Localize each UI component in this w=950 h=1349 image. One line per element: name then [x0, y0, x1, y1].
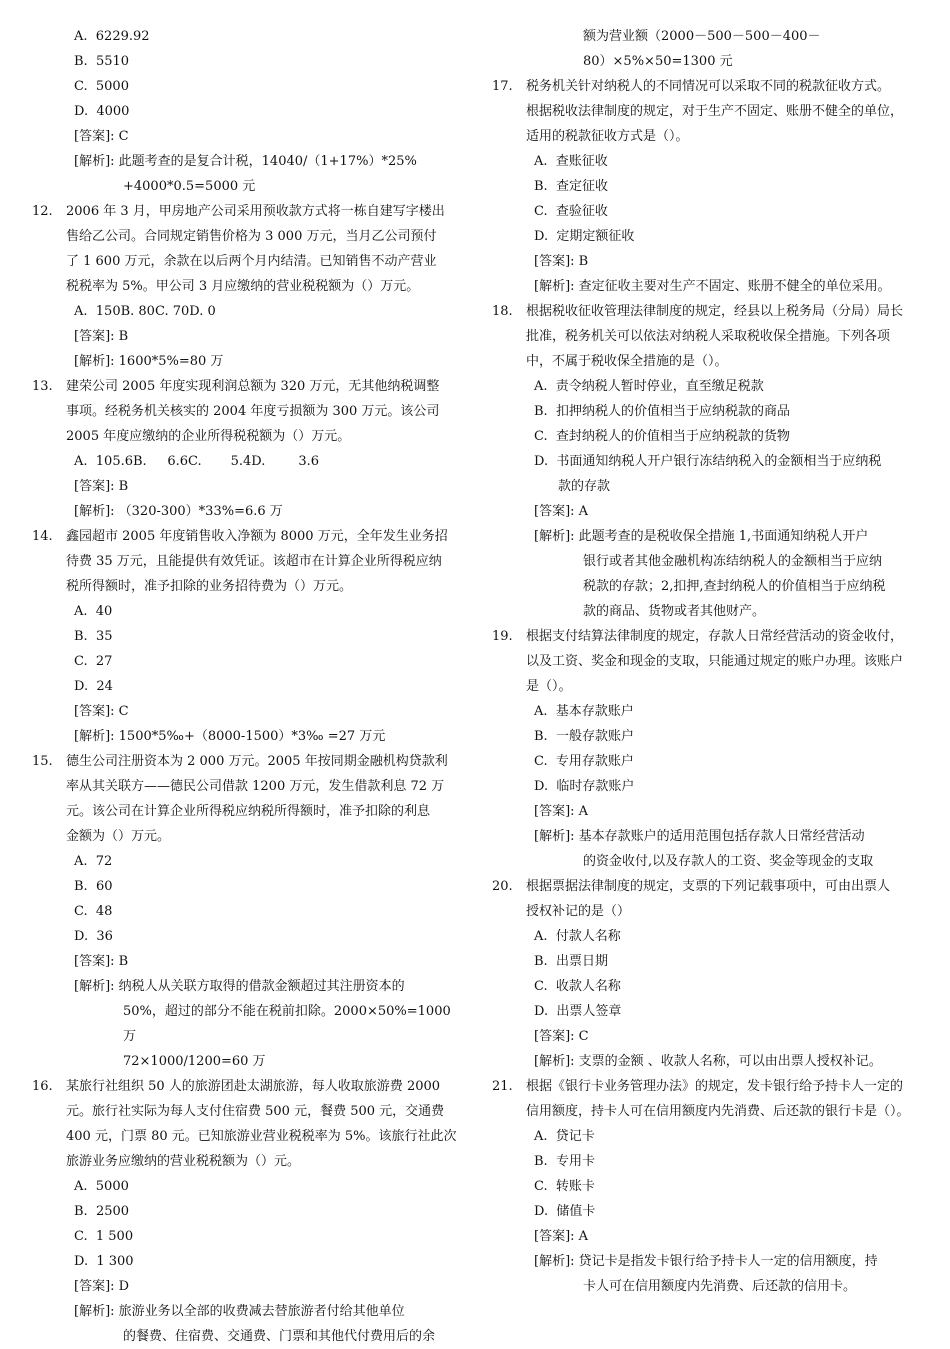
stem-line: 旅游业务应缴纳的营业税税额为（）元。 — [66, 1154, 301, 1169]
analysis-line: 卡人可在信用额度内先消费、后还款的信用卡。 — [583, 1279, 857, 1294]
option-a: A. 责令纳税人暂时停业，直至缴足税款 — [534, 379, 764, 394]
option-a: A. 查账征收 — [534, 154, 608, 169]
analysis-line: +4000*0.5=5000 元 — [123, 179, 256, 194]
stem-line: 根据税收征收管理法律制度的规定，经县以上税务局（分局）局长 — [526, 304, 904, 319]
question-number: 14. — [32, 529, 53, 544]
question-number: 18. — [492, 304, 513, 319]
stem-line: 了 1 600 万元，余款在以后两个月内结清。已知销售不动产营业 — [66, 254, 437, 269]
left-column — [32, 24, 467, 1349]
question-number: 21. — [492, 1079, 513, 1094]
question-16 — [32, 1074, 467, 1349]
option-b: B. 60 — [74, 879, 113, 894]
option-c: C. 1 500 — [74, 1229, 134, 1244]
option-d: D. 定期定额征收 — [534, 229, 635, 244]
stem-line: 金额为（）万元。 — [66, 829, 171, 844]
stem-line: 是（）。 — [526, 679, 572, 694]
question-21 — [492, 1074, 938, 1299]
stem-line: 授权补记的是（） — [526, 904, 631, 919]
answer: [答案]: D — [74, 1279, 130, 1294]
question-number: 19. — [492, 629, 513, 644]
option-a: A. 72 — [74, 854, 113, 869]
answer: [答案]: C — [74, 704, 129, 719]
question-number: 12. — [32, 204, 53, 219]
option-d: D. 36 — [74, 929, 113, 944]
option-a: A. 6229.92 — [74, 29, 150, 44]
answer: [答案]: B — [534, 254, 589, 269]
stem-line: 根据支付结算法律制度的规定，存款人日常经营活动的资金收付， — [526, 629, 904, 644]
question-17 — [492, 74, 938, 299]
analysis-line: [解析]: 此题考查的是税收保全措施 1,书面通知纳税人开户 — [534, 529, 869, 544]
option-a: A. 基本存款账户 — [534, 704, 634, 719]
right-column — [492, 24, 938, 1299]
answer: [答案]: C — [534, 1029, 589, 1044]
stem-line: 2005 年度应缴纳的企业所得税税额为（）万元。 — [66, 429, 351, 444]
stem-line: 元。旅行社实际为每人支付住宿费 500 元，餐费 500 元，交通费 — [66, 1104, 445, 1119]
option-b: B. 查定征收 — [534, 179, 608, 194]
option-c: C. 查验征收 — [534, 204, 608, 219]
question-stem — [526, 74, 938, 149]
stem-line: 某旅行社组织 50 人的旅游团赴太湖旅游，每人收取旅游费 2000 — [66, 1079, 441, 1094]
question-stem — [526, 624, 938, 699]
option-c: C. 27 — [74, 654, 113, 669]
question-20 — [492, 874, 938, 1074]
analysis-line: 的餐费、住宿费、交通费、门票和其他代付费用后的余 — [123, 1329, 436, 1344]
question-stem — [526, 1074, 938, 1124]
question-stem — [66, 374, 467, 449]
option-d: D. 书面通知纳税人开户银行冻结纳税入的金额相当于应纳税 — [534, 454, 882, 469]
question-number: 13. — [32, 379, 53, 394]
stem-line: 建荣公司 2005 年度实现利润总额为 320 万元，无其他纳税调整 — [66, 379, 440, 394]
question-stem — [66, 749, 467, 849]
option-b: B. 扣押纳税人的价值相当于应纳税款的商品 — [534, 404, 790, 419]
question-11-tail — [32, 24, 467, 199]
stem-line: 鑫园超市 2005 年度销售收入净额为 8000 万元，全年发生业务招 — [66, 529, 448, 544]
stem-line: 2006 年 3 月，甲房地产公司采用预收款方式将一栋自建写字楼出 — [66, 204, 445, 219]
answer: [答案]: A — [534, 504, 589, 519]
analysis-line: [解析]: 1600*5%=80 万 — [74, 354, 224, 369]
answer: [答案]: C — [74, 129, 129, 144]
option-d: D. 4000 — [74, 104, 130, 119]
option-b: B. 2500 — [74, 1204, 130, 1219]
stem-line: 事项。经税务机关核实的 2004 年度亏损额为 300 万元。该公司 — [66, 404, 440, 419]
option-d: D. 1 300 — [74, 1254, 134, 1269]
stem-line: 税务机关针对纳税人的不同情况可以采取不同的税款征收方式。 — [526, 79, 891, 94]
question-14 — [32, 524, 467, 749]
answer: [答案]: A — [534, 1229, 589, 1244]
question-number: 16. — [32, 1079, 53, 1094]
analysis-line: [解析]: 基本存款账户的适用范围包括存款人日常经营活动 — [534, 829, 865, 844]
question-number: 15. — [32, 754, 53, 769]
answer: [答案]: B — [74, 479, 129, 494]
option-b: B. 5510 — [74, 54, 130, 69]
options-inline: A. 150B. 80C. 70D. 0 — [74, 304, 216, 319]
stem-line: 元。该公司在计算企业所得税应纳税所得额时，准予扣除的利息 — [66, 804, 431, 819]
stem-line: 根据票据法律制度的规定，支票的下列记载事项中，可由出票人 — [526, 879, 891, 894]
analysis-line: [解析]: 查定征收主要对生产不固定、账册不健全的单位采用。 — [534, 279, 891, 294]
stem-line: 税所得额时，准予扣除的业务招待费为（）万元。 — [66, 579, 353, 594]
question-stem — [526, 299, 938, 374]
option-a: A. 付款人名称 — [534, 929, 621, 944]
analysis-line: 额为营业额（2000－500－500－400－ — [583, 29, 821, 44]
stem-line: 中，不属于税收保全措施的是（）。 — [526, 354, 728, 369]
question-number: 17. — [492, 79, 513, 94]
option-d-continued: 款的存款 — [558, 479, 611, 494]
stem-line: 根据《银行卡业务管理办法》的规定，发卡银行给予持卡人一定的 — [526, 1079, 904, 1094]
analysis-line: [解析]: 此题考查的是复合计税，14040/（1+17%）*25% — [74, 154, 417, 169]
option-a: A. 40 — [74, 604, 113, 619]
analysis-line: [解析]: 贷记卡是指发卡银行给予持卡人一定的信用额度，持 — [534, 1254, 878, 1269]
stem-line: 税税率为 5%。甲公司 3 月应缴纳的营业税税额为（）万元。 — [66, 279, 420, 294]
stem-line: 售给乙公司。合同规定销售价格为 3 000 万元，当月乙公司预付 — [66, 229, 437, 244]
option-a: A. 贷记卡 — [534, 1129, 595, 1144]
option-a: A. 5000 — [74, 1179, 129, 1194]
question-stem — [526, 874, 938, 924]
question-13 — [32, 374, 467, 524]
analysis-line: 银行或者其他金融机构冻结纳税人的金额相当于应纳 — [583, 554, 883, 569]
option-d: D. 临时存款账户 — [534, 779, 635, 794]
stem-line: 批准，税务机关可以依法对纳税人采取税收保全措施。下列各项 — [526, 329, 891, 344]
option-c: C. 48 — [74, 904, 113, 919]
answer: [答案]: B — [74, 954, 129, 969]
option-c: C. 5000 — [74, 79, 129, 94]
question-12 — [32, 199, 467, 374]
stem-line: 以及工资、奖金和现金的支取，只能通过规定的账户办理。该账户 — [526, 654, 904, 669]
analysis-line: 50%，超过的部分不能在税前扣除。2000×50%=1000 万 — [123, 1004, 451, 1044]
question-15 — [32, 749, 467, 1074]
option-c: C. 专用存款账户 — [534, 754, 634, 769]
stem-line: 待费 35 万元，且能提供有效凭证。该超市在计算企业所得税应纳 — [66, 554, 442, 569]
analysis-line: 72×1000/1200=60 万 — [123, 1054, 266, 1069]
option-d: D. 出票人签章 — [534, 1004, 622, 1019]
question-16-tail — [492, 24, 938, 74]
option-d: D. 储值卡 — [534, 1204, 596, 1219]
stem-line: 率从其关联方——德民公司借款 1200 万元，发生借款利息 72 万 — [66, 779, 445, 794]
option-b: B. 一般存款账户 — [534, 729, 634, 744]
analysis-line: [解析]: 旅游业务以全部的收费减去替旅游者付给其他单位 — [74, 1304, 405, 1319]
answer: [答案]: B — [74, 329, 129, 344]
option-c: C. 查封纳税人的价值相当于应纳税款的货物 — [534, 429, 790, 444]
option-c: C. 转账卡 — [534, 1179, 595, 1194]
options-inline: A. 105.6B. 6.6C. 5.4D. 3.6 — [74, 454, 320, 469]
answer: [答案]: A — [534, 804, 589, 819]
option-b: B. 出票日期 — [534, 954, 608, 969]
stem-line: 信用额度，持卡人可在信用额度内先消费、后还款的银行卡是（）。 — [526, 1104, 910, 1119]
option-d: D. 24 — [74, 679, 113, 694]
analysis-line: [解析]: 1500*5‰+（8000-1500）*3‰ =27 万元 — [74, 729, 386, 744]
option-b: B. 专用卡 — [534, 1154, 595, 1169]
question-stem — [66, 1074, 467, 1174]
analysis-line: 80）×5%×50=1300 元 — [583, 54, 733, 69]
question-18 — [492, 299, 938, 624]
stem-line: 德生公司注册资本为 2 000 万元。2005 年按同期金融机构贷款利 — [66, 754, 448, 769]
option-b: B. 35 — [74, 629, 113, 644]
question-stem — [66, 524, 467, 599]
option-c: C. 收款人名称 — [534, 979, 621, 994]
question-number: 20. — [492, 879, 513, 894]
question-stem — [66, 199, 467, 299]
stem-line: 适用的税款征收方式是（）。 — [526, 129, 689, 144]
analysis-line: [解析]: 支票的金额 、收款人名称，可以由出票人授权补记。 — [534, 1054, 882, 1069]
analysis-line: [解析]: 纳税人从关联方取得的借款金额超过其注册资本的 — [74, 979, 405, 994]
question-19 — [492, 624, 938, 874]
analysis-line: 税款的存款；2,扣押,查封纳税人的价值相当于应纳税 — [583, 579, 886, 594]
analysis-line: [解析]: （320-300）*33%=6.6 万 — [74, 504, 283, 519]
analysis-line: 的资金收付,以及存款人的工资、奖金等现金的支取 — [583, 854, 874, 869]
stem-line: 根据税收法律制度的规定，对于生产不固定、账册不健全的单位， — [526, 104, 904, 119]
analysis-line: 款的商品、货物或者其他财产。 — [583, 604, 766, 619]
stem-line: 400 元，门票 80 元。已知旅游业营业税税率为 5%。该旅行社此次 — [66, 1129, 457, 1144]
